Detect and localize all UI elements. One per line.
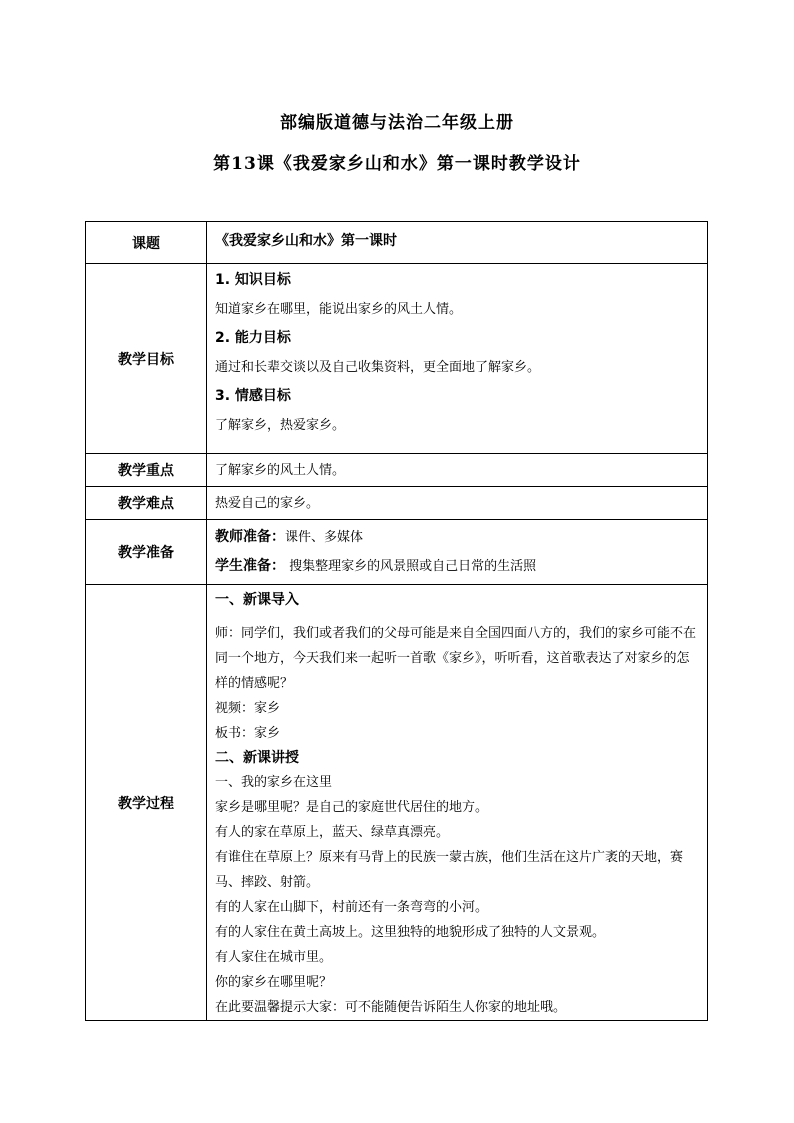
process-line: 一、我的家乡在这里	[215, 775, 333, 790]
table-row	[86, 520, 708, 585]
row-label-topic: 课题	[86, 222, 207, 264]
process-line: 有的人家在山脚下，村前还有一条弯弯的小河。	[215, 900, 489, 915]
table-row	[86, 585, 708, 1021]
row-label-difficult: 教学难点	[86, 487, 207, 520]
row-value-key: 了解家乡的风土人情。	[207, 454, 708, 487]
goal-heading: 1. 知识目标	[215, 272, 291, 288]
row-label-key: 教学重点	[86, 454, 207, 487]
table-row	[86, 454, 708, 487]
goal-text: 了解家乡，热爱家乡。	[215, 418, 346, 433]
video-line: 视频：家乡	[215, 701, 281, 716]
process-line: 你的家乡在哪里呢？	[215, 975, 333, 990]
process-line: 家乡是哪里呢？是自己的家庭世代居住的地方。	[215, 800, 489, 815]
document-subtitle: 第13课《我爱家乡山和水》第一课时教学设计	[213, 154, 581, 174]
process-line: 有人家住在城市里。	[215, 950, 333, 965]
goal-heading: 3. 情感目标	[215, 388, 291, 404]
row-label-goals: 教学目标	[86, 264, 207, 454]
row-value-goals	[207, 264, 708, 454]
goal-text: 知道家乡在哪里，能说出家乡的风土人情。	[215, 302, 463, 317]
student-prep-label: 学生准备：	[215, 558, 285, 574]
section-heading: 二、新课讲授	[215, 750, 299, 766]
row-value-process	[207, 585, 708, 1021]
section-heading: 一、新课导入	[215, 592, 299, 608]
table-row	[86, 487, 708, 520]
board-line: 板书：家乡	[215, 726, 281, 741]
teacher-prep-value: 课件、多媒体	[285, 530, 364, 545]
student-prep	[215, 552, 701, 581]
goal-heading: 2. 能力目标	[215, 330, 291, 346]
table-row	[86, 222, 708, 264]
teacher-prep	[215, 523, 701, 552]
row-label-process: 教学过程	[86, 585, 207, 1021]
goal-text: 通过和长辈交谈以及自己收集资料，更全面地了解家乡。	[215, 360, 541, 375]
row-label-prep: 教学准备	[86, 520, 207, 585]
row-value-topic	[207, 222, 708, 264]
table-row	[86, 264, 708, 454]
row-value-difficult: 热爱自己的家乡。	[207, 487, 708, 520]
row-value-prep	[207, 520, 708, 585]
topic-text: 《我爱家乡山和水》第一课时	[215, 233, 397, 249]
process-line: 在此要温馨提示大家：可不能随便告诉陌生人你家的地址哦。	[215, 1000, 567, 1015]
document-title: 部编版道德与法治二年级上册	[280, 113, 514, 133]
process-line: 有的人家住在黄土高坡上。这里独特的地貌形成了独特的人文景观。	[215, 925, 606, 940]
process-line: 有人的家在草原上，蓝天、绿草真漂亮。	[215, 825, 450, 840]
teacher-prep-label: 教师准备：	[215, 529, 285, 545]
process-line: 有谁住在草原上？原来有马背上的民族一蒙古族，他们生活在这片广袤的天地，赛马、摔跤、射箭。	[215, 850, 684, 890]
lesson-plan-table	[85, 221, 708, 1021]
intro-paragraph: 师：同学们，我们或者我们的父母可能是来自全国四面八方的，我们的家乡可能不在同一个地方，今天我们来一起听一首歌《家乡》，听听看，这首歌表达了对家乡的怎样的情感呢？	[215, 626, 697, 691]
student-prep-value: 搜集整理家乡的风景照或自己日常的生活照	[285, 559, 537, 574]
